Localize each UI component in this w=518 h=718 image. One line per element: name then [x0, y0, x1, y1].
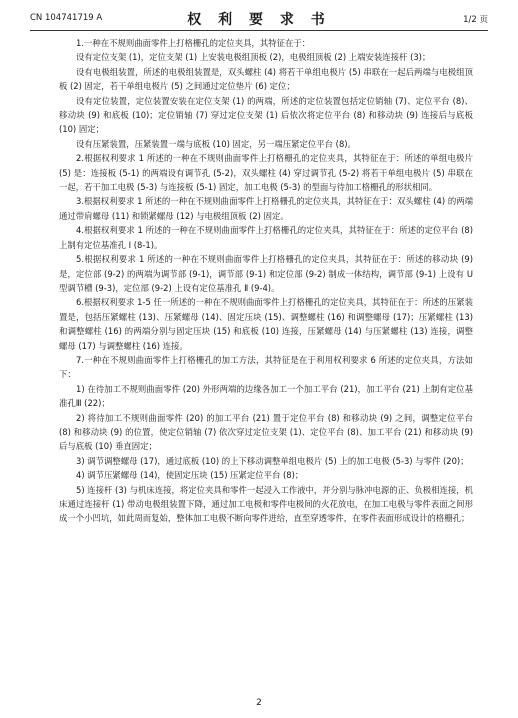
claim-paragraph: 3.根据权利要求 1 所述的一种在不规则曲面零件上打格栅孔的定位夹具，其特征在于：双头螺柱 (4) 的两端通过带肩螺母 (11) 和锁紧螺母 (12) 与电极组顶板 (2) 固定。 — [59, 196, 473, 221]
claim-paragraph: 4.根据权利要求 1 所述的一种在不规则曲面零件上打格栅孔的定位夹具，其特征在于：所述的定位平台 (8) 上制有定位基准孔 Ⅰ (8-1)。 — [59, 225, 473, 250]
claim-paragraph: 1.一种在不规则曲面零件上打格栅孔的定位夹具，其特征在于： — [76, 38, 311, 48]
claim-paragraph: 设有定位装置，定位装置安装在定位支架 (1) 的两端，所述的定位装置包括定位销轴 (7)、定位平台 (8)、移动块 (9) 和底板 (10)；定位销轴 (7) 穿过定位支架 (1) 后依次将定位平台 (8) 和移动块 (9) 连接后与底板 (10) 固定； — [59, 95, 473, 135]
publication-number: CN 104741719 A — [30, 13, 103, 23]
page-count: 1/2 页 — [463, 15, 488, 25]
header-divider — [30, 30, 488, 31]
document-title: 权 利 要 求 书 — [187, 12, 331, 28]
claim-paragraph: 5.根据权利要求 1 所述的一种在不规则曲面零件上打格栅孔的定位夹具，其特征在于：所述的移动块 (9) 是，定位部 (9-2) 的两端为调节部 (9-1)，调节部 (9-1) 和定位部 (9-2) 制成一体结构，调节部 (9-1) 上设有 U 型调节槽 (9-3)，定位部 (9-2) 上设有定位基准孔 Ⅱ (9-4)。 — [59, 254, 473, 293]
claim-paragraph: 设有压紧装置，压紧装置一端与底板 (10) 固定，另一端压紧定位平台 (8)。 — [76, 138, 356, 149]
page-header — [30, 8, 488, 30]
claim-paragraph: 2) 将待加工不规则曲面零件 (20) 的加工平台 (21) 置于定位平台 (8) 和移动块 (9) 之间，调整定位平台 (8) 和移动块 (9) 的位置，使定位销轴 (7) 依次穿过定位支架 (1)、定位平台 (8)、加工平台 (21) 和移动块 (9) 后与底板 (10) 垂直固定； — [59, 412, 473, 452]
claims-body — [59, 36, 473, 526]
claim-paragraph: 1) 在待加工不规则曲面零件 (20) 外形两端的边缘各加工一个加工平台 (21)，加工平台 (21) 上制有定位基准孔Ⅲ (22)； — [59, 383, 473, 409]
claim-paragraph: 设有定位支架 (1)，定位支架 (1) 上安装电极组顶板 (2)，电极组顶板 (2) 上端安装连接杆 (3)； — [76, 52, 431, 63]
claim-paragraph: 6.根据权利要求 1-5 任一所述的一种在不规则曲面零件上打格栅孔的定位夹具，其特征在于：所述的压紧装置是，包括压紧螺柱 (13)、压紧螺母 (14)、固定压块 (15)、调整螺柱 (16) 和调整螺母 (17)；压紧螺柱 (13) 和调整螺柱 (16) 的两端分别与固定压块 (15) 和底板 (10) 连接，压紧螺母 (14) 与压紧螺柱 (13) 连接，调整螺母 (17) 与调整螺柱 (16) 连接。 — [59, 297, 473, 351]
claim-paragraph: 5) 连接杆 (3) 与机床连接，将定位夹具和零件一起浸入工作液中，并分别与脉冲电源的正、负极相连接，机床通过连接杆 (1) 带动电极组装置下降，通过加工电极和零件电极间的火花放电，在加工电极与零件表面之间形成一个小凹坑，如此周而复始，整体加工电极不断向零件进给，直至穿透零件，在零件表面形成设计的格栅孔； — [59, 484, 473, 524]
claim-paragraph: 7.一种在不规则曲面零件上打格栅孔的加工方法，其特征是在于利用权利要求 6 所述的定位夹具，方法如下： — [59, 354, 473, 380]
claim-paragraph: 2.根据权利要求 1 所述的一种在不规则曲面零件上打格栅孔的定位夹具，其特征在于：所述的单组电极片 (5) 是：连接板 (5-1) 的两端设有调节孔 (5-2)，双头螺柱 (4) 穿过调节孔 (5-2) 将若干单组电极片 (5) 串联在一起，若干加工电极 (5-3) 与连接板 (5-1) 固定，加工电极 (5-3) 的型面与待加工格栅孔的形状相同。 — [59, 153, 473, 193]
claim-paragraph: 设有电极组装置，所述的电极组装置是，双头螺柱 (4) 将若干单组电极片 (5) 串联在一起后两端与电极组顶板 (2) 固定，若干单组电极片 (5) 之间通过定位垫片 (6) 定位； — [59, 66, 473, 92]
page-number: 2 — [256, 698, 262, 708]
claim-paragraph: 4) 调节压紧螺母 (14)，使固定压块 (15) 压紧定位平台 (8)； — [76, 470, 304, 481]
claim-paragraph: 3) 调节调整螺母 (17)，通过底板 (10) 的上下移动调整单组电极片 (5) 上的加工电极 (5-3) 与零件 (20)； — [76, 455, 469, 466]
